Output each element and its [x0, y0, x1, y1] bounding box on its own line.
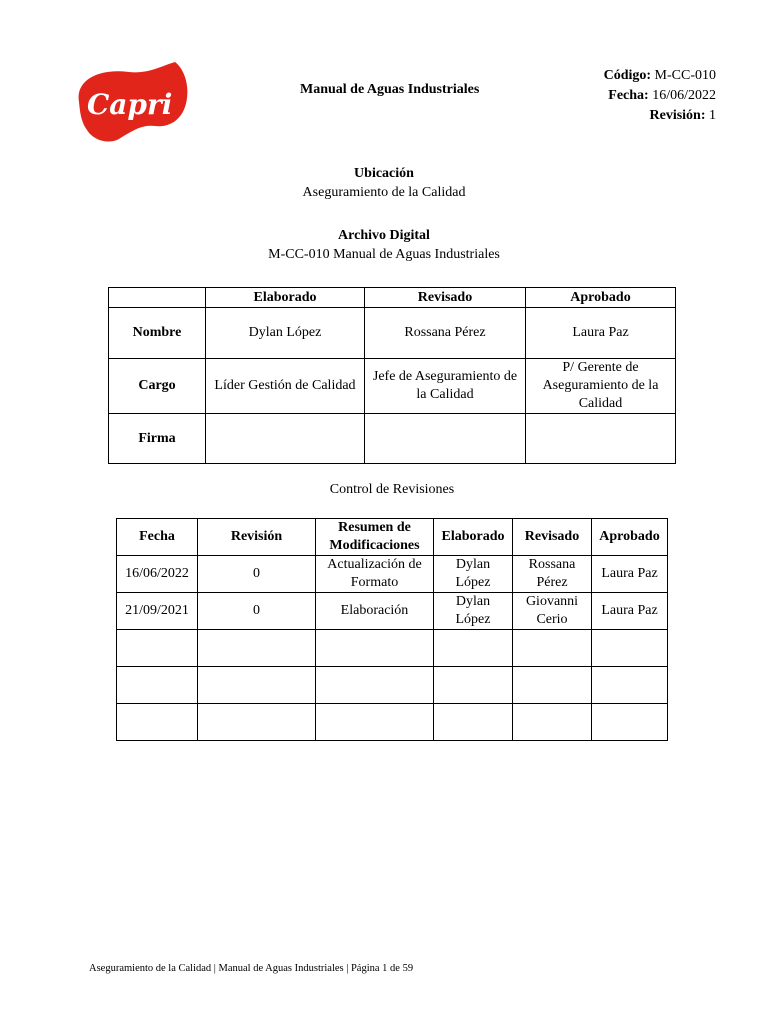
revisions-cell — [117, 704, 198, 741]
revisions-cell: 0 — [198, 593, 316, 630]
revisions-cell — [513, 704, 592, 741]
archivo-value: M-CC-010 Manual de Aguas Industriales — [268, 247, 500, 262]
revisions-header-cell: Aprobado — [592, 519, 668, 556]
approvals-header-cell: Aprobado — [526, 288, 676, 308]
revisions-cell: Rossana Pérez — [513, 556, 592, 593]
revisions-cell — [316, 704, 434, 741]
revision-label: Revisión: — [649, 108, 706, 123]
revisions-cell: Giovanni Cerio — [513, 593, 592, 630]
fecha-line — [604, 86, 716, 106]
revisions-cell — [198, 704, 316, 741]
approvals-cell: P/ Gerente de Aseguramiento de la Calidad — [526, 359, 676, 414]
revision-value: 1 — [709, 108, 716, 123]
revisions-title: Control de Revisiones — [329, 482, 455, 497]
revisions-cell — [513, 667, 592, 704]
codigo-value: M-CC-010 — [654, 68, 716, 83]
approvals-row-label: Nombre — [109, 308, 206, 359]
revisions-row — [117, 593, 668, 630]
revisions-header-cell: Revisado — [513, 519, 592, 556]
fecha-value: 16/06/2022 — [652, 88, 716, 103]
revisions-cell: 21/09/2021 — [117, 593, 198, 630]
revisions-cell — [198, 630, 316, 667]
revisions-cell: Actualización de Formato — [316, 556, 434, 593]
revisions-header-cell: Fecha — [117, 519, 198, 556]
revisions-cell: 16/06/2022 — [117, 556, 198, 593]
approvals-row — [109, 308, 676, 359]
approvals-row-label: Cargo — [109, 359, 206, 414]
approvals-row-label: Firma — [109, 414, 206, 464]
revisions-cell — [117, 667, 198, 704]
revisions-cell: Elaboración — [316, 593, 434, 630]
revisions-cell: Dylan López — [434, 593, 513, 630]
signature-cell — [365, 414, 526, 464]
revisions-cell — [434, 667, 513, 704]
revisions-cell: 0 — [198, 556, 316, 593]
approvals-row — [109, 414, 676, 464]
ubicacion-section — [0, 166, 768, 201]
revisions-header-row — [117, 519, 668, 556]
revisions-cell — [592, 704, 668, 741]
signature-cell — [206, 414, 365, 464]
capri-logo — [71, 60, 191, 144]
revisions-row — [117, 704, 668, 741]
revisions-cell — [316, 630, 434, 667]
archivo-section — [0, 228, 768, 263]
revisions-cell: Laura Paz — [592, 593, 668, 630]
approvals-table — [108, 287, 676, 464]
document-meta — [604, 66, 716, 126]
revisions-cell — [592, 667, 668, 704]
approvals-cell: Líder Gestión de Calidad — [206, 359, 365, 414]
revisions-cell — [316, 667, 434, 704]
codigo-label: Código: — [603, 68, 652, 83]
approvals-header-cell: Elaborado — [206, 288, 365, 308]
ubicacion-label: Ubicación — [354, 166, 414, 181]
revision-line — [604, 106, 716, 126]
approvals-cell: Jefe de Aseguramiento de la Calidad — [365, 359, 526, 414]
approvals-header-cell — [109, 288, 206, 308]
approvals-header-cell: Revisado — [365, 288, 526, 308]
approvals-cell: Laura Paz — [526, 308, 676, 359]
revisions-cell — [198, 667, 316, 704]
revisions-cell — [434, 630, 513, 667]
signature-cell — [526, 414, 676, 464]
approvals-row — [109, 359, 676, 414]
revisions-cell: Laura Paz — [592, 556, 668, 593]
revisions-cell — [513, 630, 592, 667]
fecha-label: Fecha: — [608, 88, 649, 103]
approvals-header-row — [109, 288, 676, 308]
svg-text:Capri: Capri — [87, 88, 173, 121]
revisions-header-cell: Resumen de Modificaciones — [316, 519, 434, 556]
revisions-header-cell: Revisión — [198, 519, 316, 556]
revisions-cell — [117, 630, 198, 667]
page-footer: Aseguramiento de la Calidad | Manual de Aguas Industriales | Página 1 de 59 — [89, 963, 414, 974]
revisions-row — [117, 556, 668, 593]
revisions-table — [116, 518, 668, 741]
revisions-header-cell: Elaborado — [434, 519, 513, 556]
archivo-label: Archivo Digital — [338, 228, 430, 243]
revisions-cell — [434, 704, 513, 741]
revisions-cell: Dylan López — [434, 556, 513, 593]
approvals-cell: Dylan López — [206, 308, 365, 359]
revisions-row — [117, 630, 668, 667]
codigo-line — [604, 66, 716, 86]
approvals-cell: Rossana Pérez — [365, 308, 526, 359]
document-title: Manual de Aguas Industriales — [300, 82, 480, 97]
revisions-cell — [592, 630, 668, 667]
ubicacion-value: Aseguramiento de la Calidad — [302, 185, 466, 200]
revisions-row — [117, 667, 668, 704]
